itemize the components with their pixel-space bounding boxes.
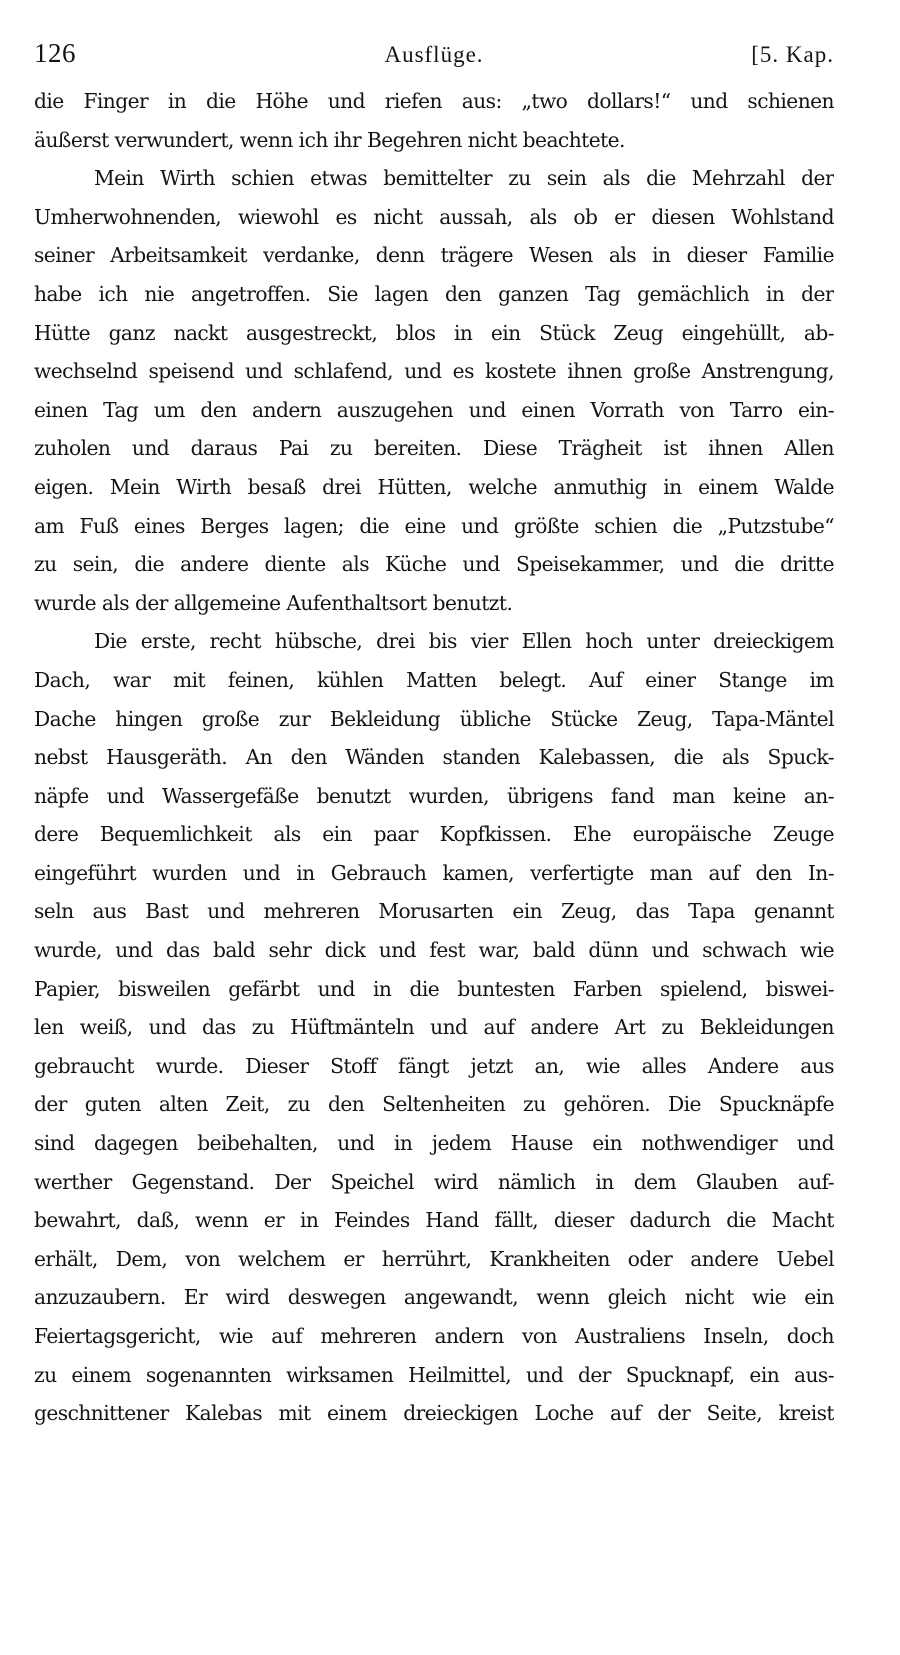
text-line: Dach, war mit feinen, kühlen Matten belegt. Auf einer Stange im xyxy=(34,667,834,692)
text-line: wechselnd speisend und schlafend, und es kostete ihnen große Anstrengung, xyxy=(34,359,834,384)
running-title: Ausflüge. xyxy=(384,42,484,67)
page-header xyxy=(34,38,834,82)
text-line: zuholen und daraus Pai zu bereiten. Diese Trägheit ist ihnen Allen xyxy=(34,436,834,461)
chapter-reference: [5. Kap. xyxy=(751,42,834,67)
text-line: gebraucht wurde. Dieser Stoff fängt jetzt an, wie alles Andere aus xyxy=(34,1053,834,1078)
text-line: eingeführt wurden und in Gebrauch kamen, verfertigte man auf den In- xyxy=(34,860,834,885)
text-line: der guten alten Zeit, zu den Seltenheiten zu gehören. Die Spucknäpfe xyxy=(34,1092,834,1117)
paragraph xyxy=(34,159,834,622)
text-line: anzuzaubern. Er wird deswegen angewandt, wenn gleich nicht wie ein xyxy=(34,1285,834,1310)
paragraph xyxy=(34,622,834,1432)
text-line: seiner Arbeitsamkeit verdanke, denn trägere Wesen als in dieser Familie xyxy=(34,243,834,268)
text-line: Mein Wirth schien etwas bemittelter zu sein als die Mehrzahl der xyxy=(94,166,834,191)
text-line: zu sein, die andere diente als Küche und Speisekammer, und die dritte xyxy=(34,552,834,577)
text-line: nebst Hausgeräth. An den Wänden standen Kalebassen, die als Spuck- xyxy=(34,745,834,770)
text-line: wurde, und das bald sehr dick und fest war, bald dünn und schwach wie xyxy=(34,938,834,963)
text-line: eigen. Mein Wirth besaß drei Hütten, welche anmuthig in einem Walde xyxy=(34,474,834,499)
text-line: bewahrt, daß, wenn er in Feindes Hand fällt, dieser dadurch die Macht xyxy=(34,1208,834,1233)
text-line: seln aus Bast und mehreren Morusarten ein Zeug, das Tapa genannt xyxy=(34,899,834,924)
text-line: sind dagegen beibehalten, und in jedem Hause ein nothwendiger und xyxy=(34,1131,834,1156)
paragraph xyxy=(34,82,834,159)
text-line: habe ich nie angetroffen. Sie lagen den ganzen Tag gemächlich in der xyxy=(34,281,834,306)
book-page xyxy=(34,38,834,1433)
text-line: am Fuß eines Berges lagen; die eine und größte schien die „Putzstube“ xyxy=(34,513,834,538)
page-number: 126 xyxy=(34,38,76,68)
text-line: einen Tag um den andern auszugehen und einen Vorrath von Tarro ein- xyxy=(34,397,834,422)
body-text xyxy=(34,82,834,1433)
text-line: wurde als der allgemeine Aufenthaltsort benutzt. xyxy=(34,590,513,615)
text-line: Umherwohnenden, wiewohl es nicht aussah, als ob er diesen Wohlstand xyxy=(34,204,834,229)
text-line: werther Gegenstand. Der Speichel wird nämlich in dem Glauben auf- xyxy=(34,1169,834,1194)
text-line: zu einem sogenannten wirksamen Heilmittel, und der Spucknapf, ein aus- xyxy=(34,1362,834,1387)
text-line: Dache hingen große zur Bekleidung übliche Stücke Zeug, Tapa-Mäntel xyxy=(34,706,834,731)
text-line: näpfe und Wassergefäße benutzt wurden, übrigens fand man keine an- xyxy=(34,783,834,808)
text-line: erhält, Dem, von welchem er herrührt, Krankheiten oder andere Uebel xyxy=(34,1246,834,1271)
text-line: len weiß, und das zu Hüftmänteln und auf andere Art zu Bekleidungen xyxy=(34,1015,834,1040)
text-line: äußerst verwundert, wenn ich ihr Begehren nicht beachtete. xyxy=(34,127,625,152)
text-line: Die erste, recht hübsche, drei bis vier Ellen hoch unter dreieckigem xyxy=(94,629,834,654)
text-line: Feiertagsgericht, wie auf mehreren andern von Australiens Inseln, doch xyxy=(34,1324,834,1348)
text-line: geschnittener Kalebas mit einem dreieckigen Loche auf der Seite, kreist xyxy=(34,1401,834,1426)
text-line: Hütte ganz nackt ausgestreckt, blos in ein Stück Zeug eingehüllt, ab- xyxy=(34,320,834,345)
text-line: die Finger in die Höhe und riefen aus: „two dollars!“ und schienen xyxy=(34,89,834,113)
text-line: Papier, bisweilen gefärbt und in die buntesten Farben spielend, biswei- xyxy=(34,976,834,1001)
text-line: dere Bequemlichkeit als ein paar Kopfkissen. Ehe europäische Zeuge xyxy=(34,822,834,847)
